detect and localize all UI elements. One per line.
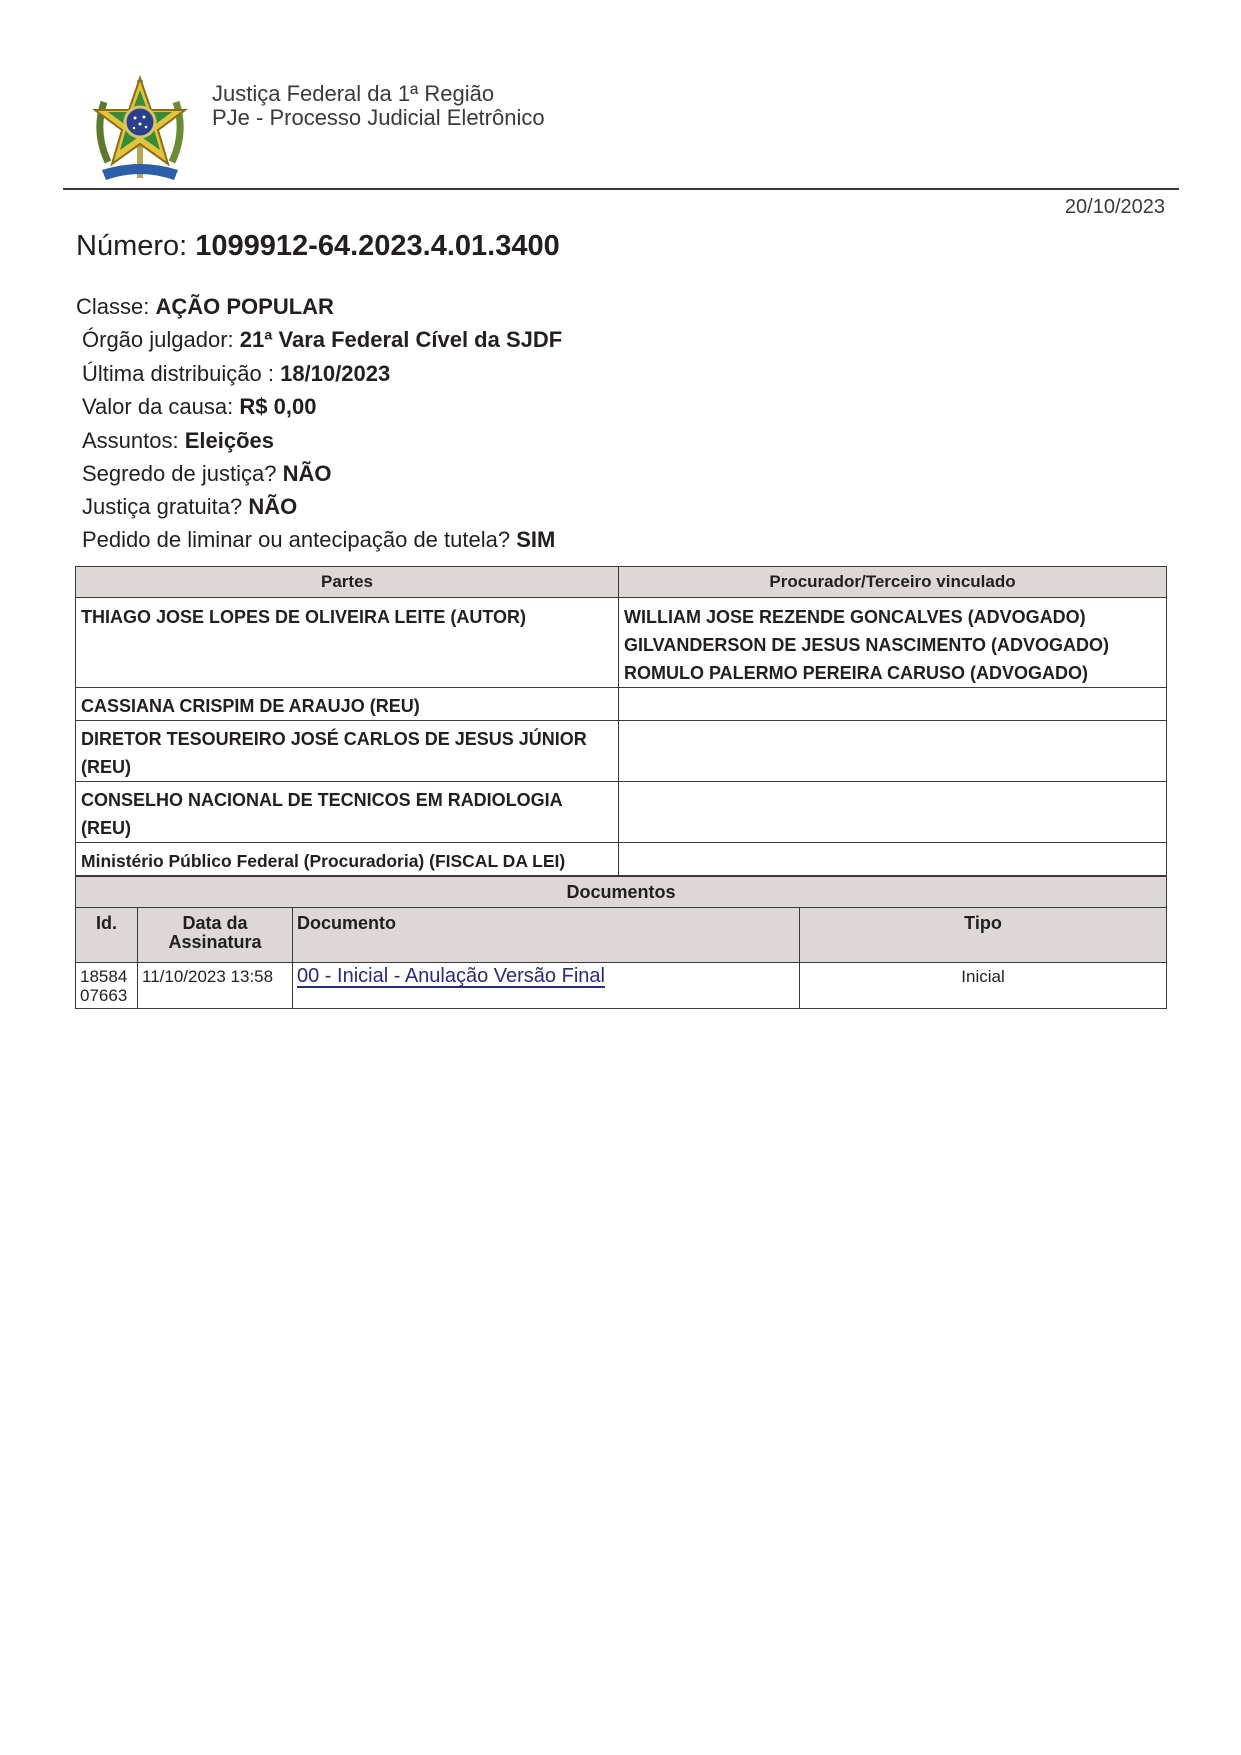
doc-type-cell: Inicial — [800, 963, 1167, 1009]
doc-id-cell: 18584 07663 — [76, 963, 138, 1009]
column-header-id: Id. — [76, 908, 138, 963]
procurador-name: GILVANDERSON DE JESUS NASCIMENTO (ADVOGADO) — [624, 635, 1110, 655]
field-assuntos — [82, 428, 274, 454]
procurador-name: WILLIAM JOSE REZENDE GONCALVES (ADVOGADO) — [624, 607, 1086, 627]
column-header-procurador: Procurador/Terceiro vinculado — [619, 567, 1167, 598]
field-label: Justiça gratuita? — [82, 494, 243, 519]
column-header-data-assinatura: Data da Assinatura — [138, 908, 293, 963]
procurador-cell — [619, 598, 1167, 688]
field-value: NÃO — [282, 461, 332, 486]
documentos-title: Documentos — [76, 877, 1167, 908]
field-orgao-julgador — [82, 327, 562, 353]
procurador-cell — [619, 843, 1167, 876]
field-label: Pedido de liminar ou antecipação de tutela? — [82, 527, 511, 552]
process-number-label: Número: — [76, 230, 188, 262]
table-row — [76, 598, 1167, 688]
field-label: Última distribuição : — [82, 361, 274, 386]
table-header-row — [76, 908, 1167, 963]
field-value: 21ª Vara Federal Cível da SJDF — [239, 327, 563, 352]
procurador-cell — [619, 688, 1167, 721]
table-title-row — [76, 877, 1167, 908]
procurador-cell — [619, 721, 1167, 782]
procurador-name: ROMULO PALERMO PEREIRA CARUSO (ADVOGADO) — [624, 663, 1089, 683]
field-classe — [76, 294, 334, 320]
partes-table — [75, 566, 1167, 876]
field-value: 18/10/2023 — [280, 361, 391, 386]
column-header-tipo: Tipo — [800, 908, 1167, 963]
table-row — [76, 843, 1167, 876]
process-number-value: 1099912-64.2023.4.01.3400 — [195, 230, 560, 262]
doc-date-cell: 11/10/2023 13:58 — [138, 963, 293, 1009]
parte-cell: THIAGO JOSE LOPES DE OLIVEIRA LEITE (AUTOR) — [76, 598, 619, 688]
field-label: Valor da causa: — [82, 394, 234, 419]
field-justica-gratuita — [82, 494, 297, 520]
field-segredo-justica — [82, 461, 331, 487]
field-label: Assuntos: — [82, 428, 179, 453]
print-date: 20/10/2023 — [1064, 196, 1165, 218]
field-value: AÇÃO POPULAR — [155, 294, 334, 319]
table-row — [76, 963, 1167, 1009]
field-label: Classe: — [76, 294, 150, 319]
field-ultima-distribuicao — [82, 361, 390, 387]
table-row — [76, 721, 1167, 782]
field-value: Eleições — [184, 428, 275, 453]
field-label: Órgão julgador: — [82, 327, 234, 352]
column-header-partes: Partes — [76, 567, 619, 598]
header-divider — [63, 188, 1179, 190]
org-name: Justiça Federal da 1ª Região — [212, 81, 495, 106]
field-value: NÃO — [248, 494, 298, 519]
parte-cell: Ministério Público Federal (Procuradoria) (FISCAL DA LEI) — [76, 843, 619, 876]
field-valor-causa — [82, 394, 316, 420]
brazil-coat-of-arms-icon — [88, 72, 192, 184]
column-header-documento: Documento — [293, 908, 800, 963]
procurador-cell — [619, 782, 1167, 843]
parte-cell: CONSELHO NACIONAL DE TECNICOS EM RADIOLOGIA (REU) — [76, 782, 619, 843]
field-value: SIM — [516, 527, 556, 552]
field-label: Segredo de justiça? — [82, 461, 277, 486]
parte-cell: CASSIANA CRISPIM DE ARAUJO (REU) — [76, 688, 619, 721]
system-name: PJe - Processo Judicial Eletrônico — [212, 105, 545, 130]
field-value: R$ 0,00 — [239, 394, 317, 419]
documentos-table — [75, 876, 1167, 1009]
table-header-row — [76, 567, 1167, 598]
doc-name-cell — [293, 963, 800, 1009]
table-row — [76, 782, 1167, 843]
parte-cell: DIRETOR TESOUREIRO JOSÉ CARLOS DE JESUS JÚNIOR (REU) — [76, 721, 619, 782]
process-number — [76, 230, 560, 263]
field-pedido-liminar — [82, 527, 555, 553]
table-row — [76, 688, 1167, 721]
document-link[interactable]: 00 - Inicial - Anulação Versão Final — [297, 965, 605, 987]
